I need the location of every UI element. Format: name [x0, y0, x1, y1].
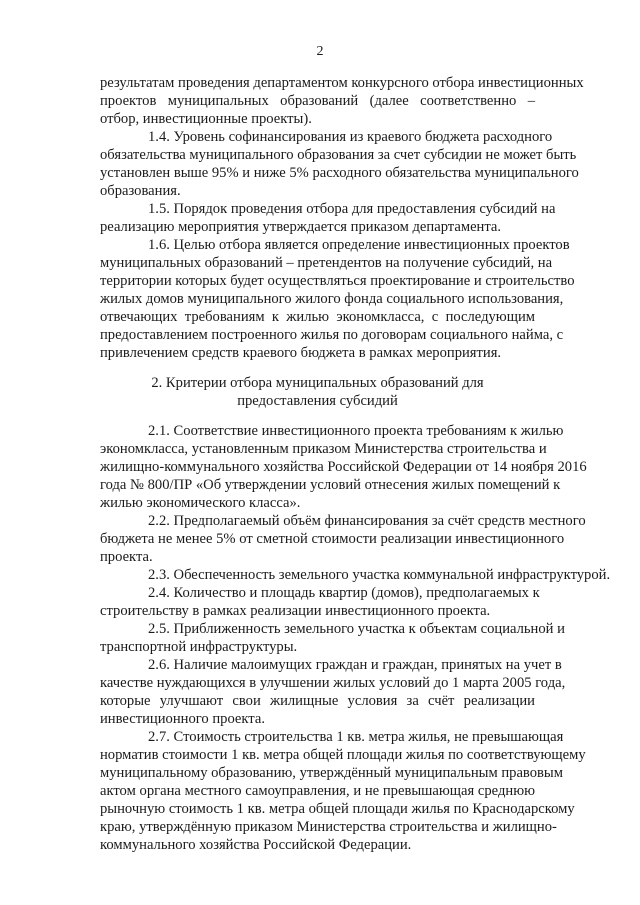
paragraph-line: инвестиционного проекта. [100, 711, 265, 727]
paragraph-line: отвечающих требованиям к жилью экономкласса, с последующим [100, 309, 535, 325]
paragraph-line: актом органа местного самоуправления, и не превышающая среднюю [100, 783, 535, 799]
page-number: 2 [316, 44, 324, 59]
paragraph-line: экономкласса, установленным приказом Министерства строительства и [100, 441, 547, 457]
paragraph-line: территории которых будет осуществляться проектирование и строительство [100, 273, 575, 289]
paragraph-line: транспортной инфраструктуры. [100, 639, 298, 655]
paragraph-line: проектов муниципальных образований (далее соответственно – [100, 93, 535, 109]
paragraph-line: которые улучшают свои жилищные условия за счёт реализации [100, 693, 535, 709]
paragraph-line: бюджета не менее 5% от сметной стоимости реализации инвестиционного [100, 531, 565, 547]
paragraph-line: года № 800/ПР «Об утверждении условий отнесения жилых помещений к [100, 477, 561, 493]
paragraph-line: установлен выше 95% и ниже 5% расходного обязательства муниципального [100, 165, 579, 181]
paragraph-line: коммунального хозяйства Российской Федерации. [100, 837, 412, 853]
paragraph-line: привлечением средств краевого бюджета в рамках мероприятия. [100, 345, 502, 361]
paragraph-line: строительству в рамках реализации инвестиционного проекта. [100, 603, 491, 619]
paragraph-line: 2.2. Предполагаемый объём финансирования за счёт средств местного [148, 513, 586, 529]
paragraph-line: предоставлением построенного жилья по договорам социального найма, с [100, 327, 564, 343]
paragraph-line: жилых домов муниципального жилого фонда социального использования, [100, 291, 564, 307]
paragraph-line: реализацию мероприятия утверждается приказом департамента. [100, 219, 502, 235]
paragraph-line: отбор, инвестиционные проекты). [100, 111, 312, 127]
paragraph-line: 1.4. Уровень софинансирования из краевого бюджета расходного [148, 129, 553, 145]
paragraph-line: муниципальных образований – претендентов на получение субсидий, на [100, 255, 553, 271]
paragraph-line: качестве нуждающихся в улучшении жилых условий до 1 марта 2005 года, [100, 675, 566, 691]
paragraph-line: образования. [100, 183, 181, 199]
paragraph-line: норматив стоимости 1 кв. метра общей площади жилья по соответствующему [100, 747, 586, 763]
paragraph-line: 2.3. Обеспеченность земельного участка коммунальной инфраструктурой. [148, 567, 611, 583]
paragraph-line: проекта. [100, 549, 153, 565]
paragraph-line: результатам проведения департаментом конкурсного отбора инвестиционных [100, 75, 584, 91]
section-heading-line: предоставления субсидий [237, 393, 398, 409]
paragraph-line: 1.5. Порядок проведения отбора для предоставления субсидий на [148, 201, 556, 217]
paragraph-line: муниципальному образованию, утверждённый муниципальным правовым [100, 765, 563, 781]
paragraph-line: обязательства муниципального образования за счет субсидии не может быть [100, 147, 577, 163]
paragraph-line: 2.6. Наличие малоимущих граждан и граждан, принятых на учет в [148, 657, 562, 673]
section-heading-line: 2. Критерии отбора муниципальных образований для [151, 375, 484, 391]
paragraph-line: 1.6. Целью отбора является определение инвестиционных проектов [148, 237, 570, 253]
paragraph-line: 2.1. Соответствие инвестиционного проекта требованиям к жилью [148, 423, 564, 439]
paragraph-line: жилищно-коммунального хозяйства Российской Федерации от 14 ноября 2016 [100, 459, 587, 475]
paragraph-line: краю, утверждённую приказом Министерства строительства и жилищно- [100, 819, 557, 835]
paragraph-line: 2.4. Количество и площадь квартир (домов), предполагаемых к [148, 585, 540, 601]
paragraph-line: 2.7. Стоимость строительства 1 кв. метра жилья, не превышающая [148, 729, 564, 745]
paragraph-line: рыночную стоимость 1 кв. метра общей площади жилья по Краснодарскому [100, 801, 575, 817]
paragraph-line: 2.5. Приближенность земельного участка к объектам социальной и [148, 621, 565, 637]
paragraph-line: жилью экономического класса». [100, 495, 301, 511]
